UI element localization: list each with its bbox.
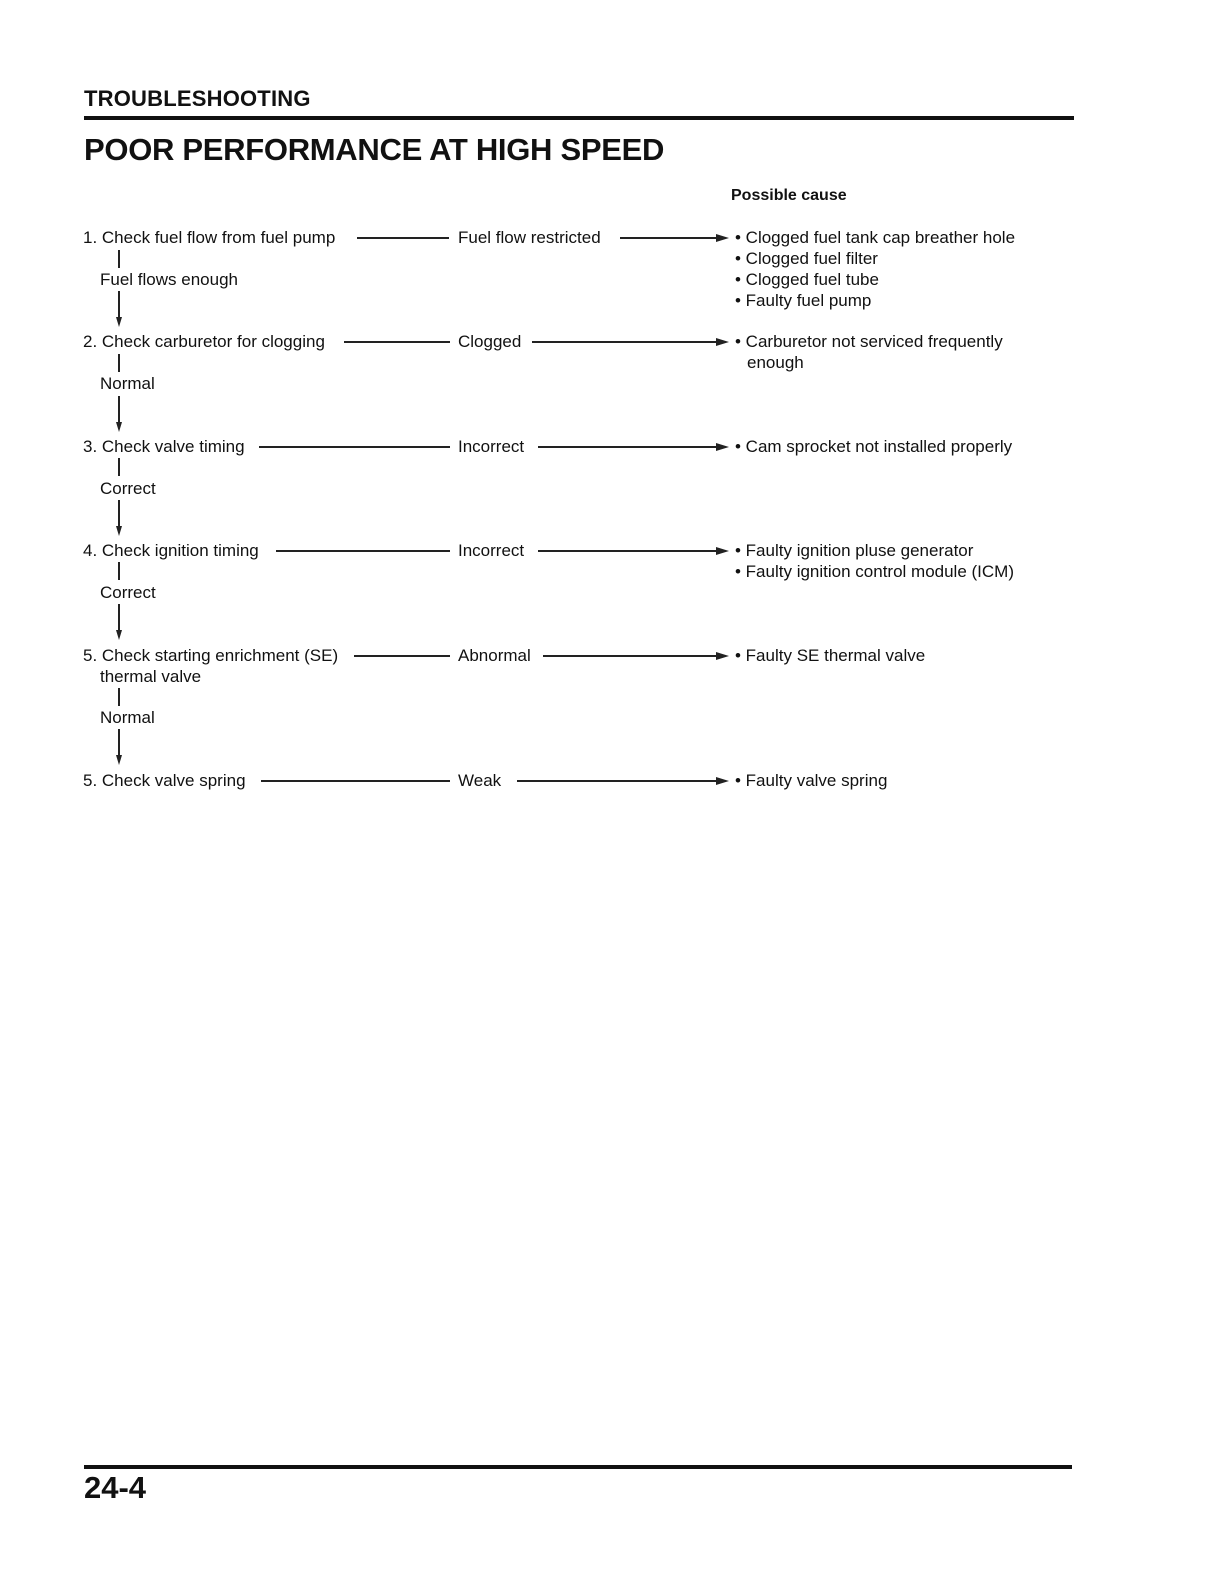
step-1-flow-line-upper xyxy=(118,250,120,268)
step-4-connector xyxy=(276,550,450,552)
step-2-pass-result: Normal xyxy=(100,374,155,393)
step-3-cause-1: • Cam sprocket not installed properly xyxy=(735,437,1013,456)
step-5-flow-line-lower xyxy=(118,729,120,757)
step-5-connector xyxy=(354,655,450,657)
step-6-fail-result: Weak xyxy=(458,771,502,790)
step-1-check: 1. Check fuel flow from fuel pump xyxy=(83,228,336,247)
step-4-down-arrow-icon xyxy=(116,630,122,640)
step-4-fail-result: Incorrect xyxy=(458,541,525,560)
step-3-check: 3. Check valve timing xyxy=(83,437,245,456)
step-2-arrow-icon xyxy=(716,338,729,346)
step-2-connector xyxy=(344,341,450,343)
step-3-flow-line-upper xyxy=(118,458,120,476)
header-rule xyxy=(84,116,1074,120)
step-1-cause-2: • Clogged fuel filter xyxy=(735,249,878,268)
step-5-flow-line-upper xyxy=(118,688,120,706)
step-4-flow-line-lower xyxy=(118,604,120,632)
step-1-connector xyxy=(357,237,449,239)
step-1-arrow-line xyxy=(620,237,718,239)
step-5-cause-1: • Faulty SE thermal valve xyxy=(735,646,926,665)
step-5-pass-result: Normal xyxy=(100,708,155,727)
step-3-connector xyxy=(259,446,450,448)
step-2-cause-1: • Carburetor not serviced frequently xyxy=(735,332,1003,351)
step-1-cause-1: • Clogged fuel tank cap breather hole xyxy=(735,228,1016,247)
step-5-arrow-icon xyxy=(716,652,729,660)
step-4-pass-result: Correct xyxy=(100,583,156,602)
step-3-fail-result: Incorrect xyxy=(458,437,525,456)
step-4-check: 4. Check ignition timing xyxy=(83,541,259,560)
possible-cause-heading: Possible cause xyxy=(731,187,847,204)
step-3-flow-line-lower xyxy=(118,500,120,528)
section-title: TROUBLESHOOTING xyxy=(84,86,311,111)
step-1-down-arrow-icon xyxy=(116,317,122,327)
step-5-check-continued: thermal valve xyxy=(100,667,202,686)
page-title: POOR PERFORMANCE AT HIGH SPEED xyxy=(84,132,665,167)
step-6-arrow-line xyxy=(517,780,718,782)
step-3-arrow-icon xyxy=(716,443,729,451)
step-2-flow-line-lower xyxy=(118,396,120,424)
page-number: 24-4 xyxy=(84,1470,147,1505)
footer-rule xyxy=(84,1465,1072,1469)
step-2-check: 2. Check carburetor for clogging xyxy=(83,332,325,351)
step-4-arrow-icon xyxy=(716,547,729,555)
step-4-flow-line-upper xyxy=(118,562,120,580)
step-6-arrow-icon xyxy=(716,777,729,785)
step-2-cause-2: enough xyxy=(747,353,804,372)
step-2-flow-line-upper xyxy=(118,354,120,372)
step-1-cause-4: • Faulty fuel pump xyxy=(735,291,872,310)
step-1-cause-3: • Clogged fuel tube xyxy=(735,270,879,289)
step-3-arrow-line xyxy=(538,446,718,448)
step-1-fail-result: Fuel flow restricted xyxy=(458,228,601,247)
step-2-arrow-line xyxy=(532,341,718,343)
step-5-arrow-line xyxy=(543,655,718,657)
step-6-cause-1: • Faulty valve spring xyxy=(735,771,888,790)
step-5-down-arrow-icon xyxy=(116,755,122,765)
step-1-pass-result: Fuel flows enough xyxy=(100,270,238,289)
step-5-fail-result: Abnormal xyxy=(458,646,531,665)
step-4-cause-2: • Faulty ignition control module (ICM) xyxy=(735,562,1014,581)
step-1-arrow-icon xyxy=(716,234,729,242)
step-4-arrow-line xyxy=(538,550,718,552)
step-4-cause-1: • Faulty ignition pluse generator xyxy=(735,541,974,560)
step-3-pass-result: Correct xyxy=(100,479,156,498)
step-1-flow-line-lower xyxy=(118,291,120,319)
step-3-down-arrow-icon xyxy=(116,526,122,536)
step-2-down-arrow-icon xyxy=(116,422,122,432)
step-6-connector xyxy=(261,780,450,782)
step-2-fail-result: Clogged xyxy=(458,332,522,351)
step-5-check: 5. Check starting enrichment (SE) xyxy=(83,646,339,665)
step-6-check: 5. Check valve spring xyxy=(83,771,246,790)
